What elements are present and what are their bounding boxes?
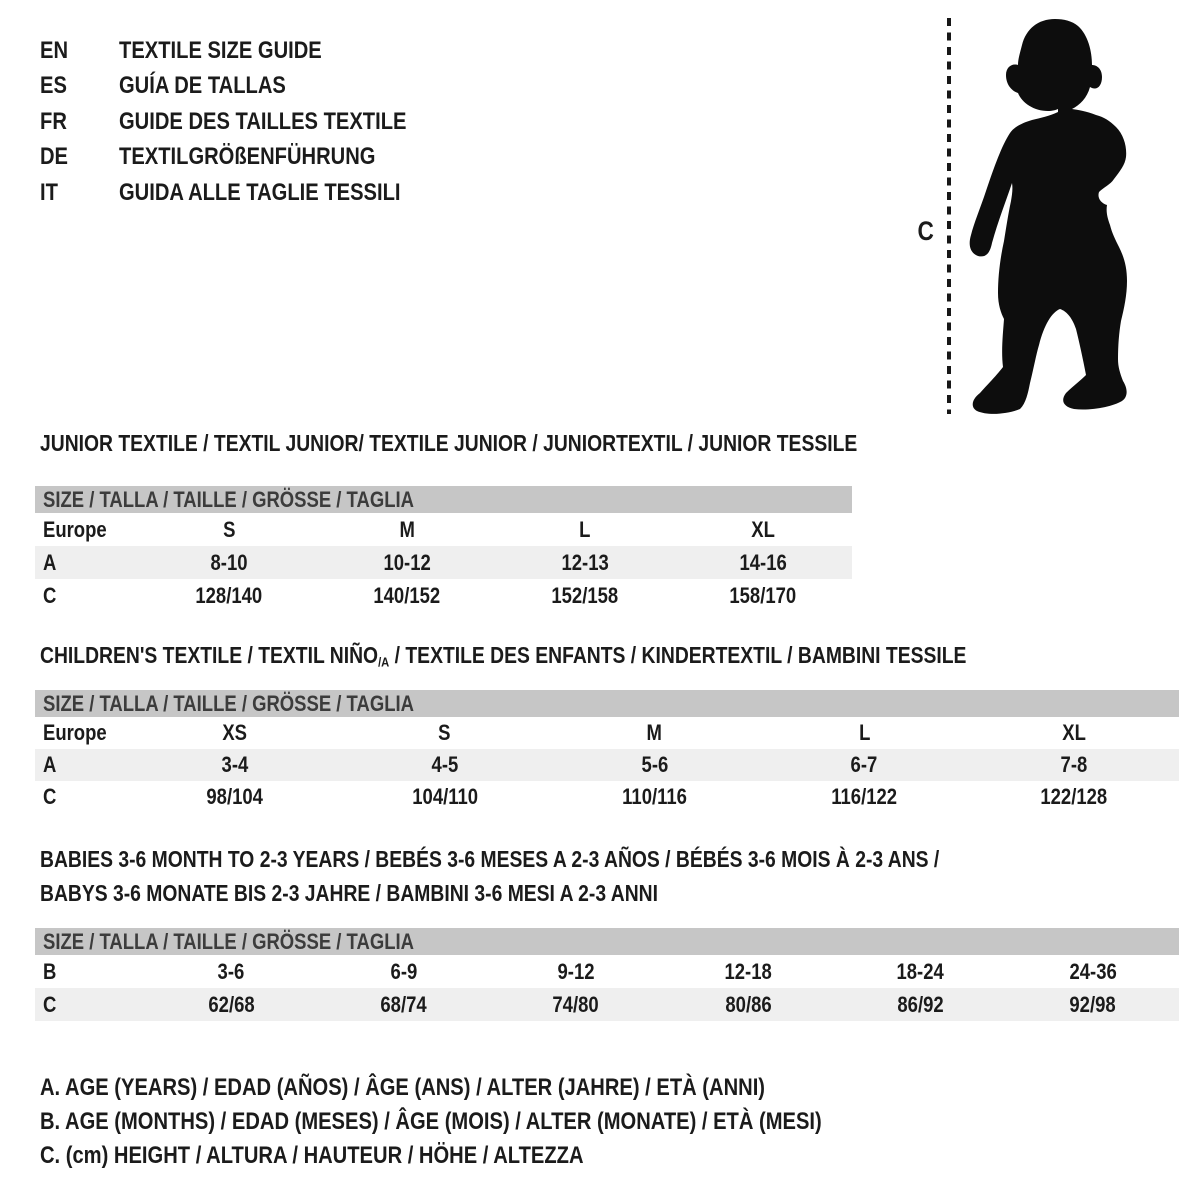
age-cell: 4-5 [431, 752, 459, 777]
guide-title-es: GUÍA DE TALLAS [119, 72, 286, 100]
height-cell: 122/128 [1040, 784, 1108, 809]
height-cell: 116/122 [831, 784, 898, 809]
size-cell: S [222, 516, 236, 542]
children-title-rest: / TEXTILE DES ENFANTS / KINDERTEXTIL / BAMBINI TESSILE [389, 642, 967, 668]
months-cell: 12-18 [724, 958, 772, 984]
lang-row-it [40, 175, 461, 211]
size-cell: XL [1062, 720, 1086, 745]
babies-row-height [35, 988, 1179, 1021]
legend-line-a: A. AGE (YEARS) / EDAD (AÑOS) / ÂGE (ANS) / ALTER (JAHRE) / ETÀ (ANNI) [40, 1074, 766, 1101]
size-cell: L [858, 720, 870, 745]
babies-section-title-line1: BABIES 3-6 MONTH TO 2-3 YEARS / BEBÉS 3-6 MESES A 2-3 AÑOS / BÉBÉS 3-6 MOIS À 2-3 ANS / [40, 846, 940, 872]
size-cell: S [438, 720, 451, 745]
guide-title-it: GUIDA ALLE TAGLIE TESSILI [119, 178, 401, 206]
measurement-legend [40, 1071, 971, 1173]
height-cell: 74/80 [552, 991, 599, 1017]
months-cell: 24-36 [1069, 958, 1117, 984]
height-cell: 110/116 [622, 784, 687, 809]
size-cell: M [399, 516, 415, 542]
children-row-europe [35, 717, 1179, 749]
lang-code: DE [40, 143, 69, 171]
children-section-title [40, 642, 1143, 675]
height-cell: 128/140 [195, 582, 263, 608]
children-title-sub: /A [378, 654, 390, 670]
height-cell: 68/74 [380, 991, 427, 1017]
size-cell: M [646, 720, 663, 745]
babies-size-table [35, 928, 1179, 1021]
row-label: A [43, 752, 57, 777]
height-cell: 158/170 [729, 582, 797, 608]
height-dashed-line [947, 18, 951, 414]
children-title-main: CHILDREN'S TEXTILE / TEXTIL NIÑO [40, 642, 379, 668]
lang-code: FR [40, 107, 67, 135]
language-title-list [40, 33, 461, 211]
age-cell: 8-10 [210, 549, 248, 575]
age-cell: 3-4 [221, 752, 249, 777]
size-cell: XL [751, 516, 775, 542]
months-cell: 18-24 [896, 958, 945, 984]
age-cell: 10-12 [383, 549, 431, 575]
lang-code: EN [40, 36, 69, 64]
row-label: C [43, 784, 57, 809]
junior-size-table [35, 486, 852, 612]
lang-row-de [40, 140, 461, 176]
age-cell: 5-6 [641, 752, 668, 777]
height-measure-label: C [917, 216, 934, 246]
row-label: Europe [43, 720, 107, 745]
size-cell: L [579, 516, 591, 542]
babies-row-months [35, 955, 1179, 988]
lang-row-es [40, 69, 461, 105]
babies-size-header-bar: SIZE / TALLA / TAILLE / GRÖSSE / TAGLIA [35, 928, 1179, 955]
children-size-header-bar: SIZE / TALLA / TAILLE / GRÖSSE / TAGLIA [35, 690, 1179, 717]
size-cell: XS [222, 720, 248, 745]
height-cell: 140/152 [373, 582, 441, 608]
babies-section-title-line2: BABYS 3-6 MONATE BIS 2-3 JAHRE / BAMBINI 3-6 MESI A 2-3 ANNI [40, 880, 658, 906]
lang-row-en [40, 33, 461, 69]
months-cell: 6-9 [390, 958, 417, 984]
height-cell: 92/98 [1069, 991, 1116, 1017]
guide-title-fr: GUIDE DES TAILLES TEXTILE [119, 107, 407, 135]
height-cell: 62/68 [208, 991, 255, 1017]
height-cell: 86/92 [897, 991, 944, 1017]
age-cell: 7-8 [1060, 752, 1088, 777]
legend-line-b: B. AGE (MONTHS) / EDAD (MESES) / ÂGE (MOIS) / ALTER (MONATE) / ETÀ (MESI) [40, 1108, 822, 1135]
row-label: B [43, 958, 57, 984]
lang-row-fr [40, 104, 461, 140]
row-label: A [43, 549, 57, 575]
age-cell: 14-16 [739, 549, 787, 575]
guide-title-de: TEXTILGRÖßENFÜHRUNG [119, 143, 376, 171]
height-cell: 152/158 [551, 582, 619, 608]
children-row-age [35, 749, 1179, 781]
junior-section-title: JUNIOR TEXTILE / TEXTIL JUNIOR/ TEXTILE JUNIOR / JUNIORTEXTIL / JUNIOR TESSILE [40, 430, 858, 456]
row-label: Europe [43, 516, 107, 542]
children-size-table [35, 690, 1179, 813]
toddler-silhouette-icon [960, 15, 1150, 415]
height-cell: 98/104 [206, 784, 264, 809]
guide-title-en: TEXTILE SIZE GUIDE [119, 36, 322, 64]
lang-code: IT [40, 178, 58, 206]
height-cell: 80/86 [725, 991, 772, 1017]
age-cell: 12-13 [561, 549, 609, 575]
junior-row-age [35, 546, 852, 579]
lang-code: ES [40, 72, 67, 100]
children-row-height [35, 781, 1179, 813]
junior-size-header-bar: SIZE / TALLA / TAILLE / GRÖSSE / TAGLIA [35, 486, 852, 513]
legend-line-c: C. (cm) HEIGHT / ALTURA / HAUTEUR / HÖHE / ALTEZZA [40, 1142, 584, 1169]
row-label: C [43, 991, 57, 1017]
months-cell: 9-12 [557, 958, 595, 984]
height-cell: 104/110 [411, 784, 478, 809]
age-cell: 6-7 [850, 752, 878, 777]
junior-row-europe [35, 513, 852, 546]
junior-row-height [35, 579, 852, 612]
row-label: C [43, 582, 57, 608]
months-cell: 3-6 [217, 958, 245, 984]
